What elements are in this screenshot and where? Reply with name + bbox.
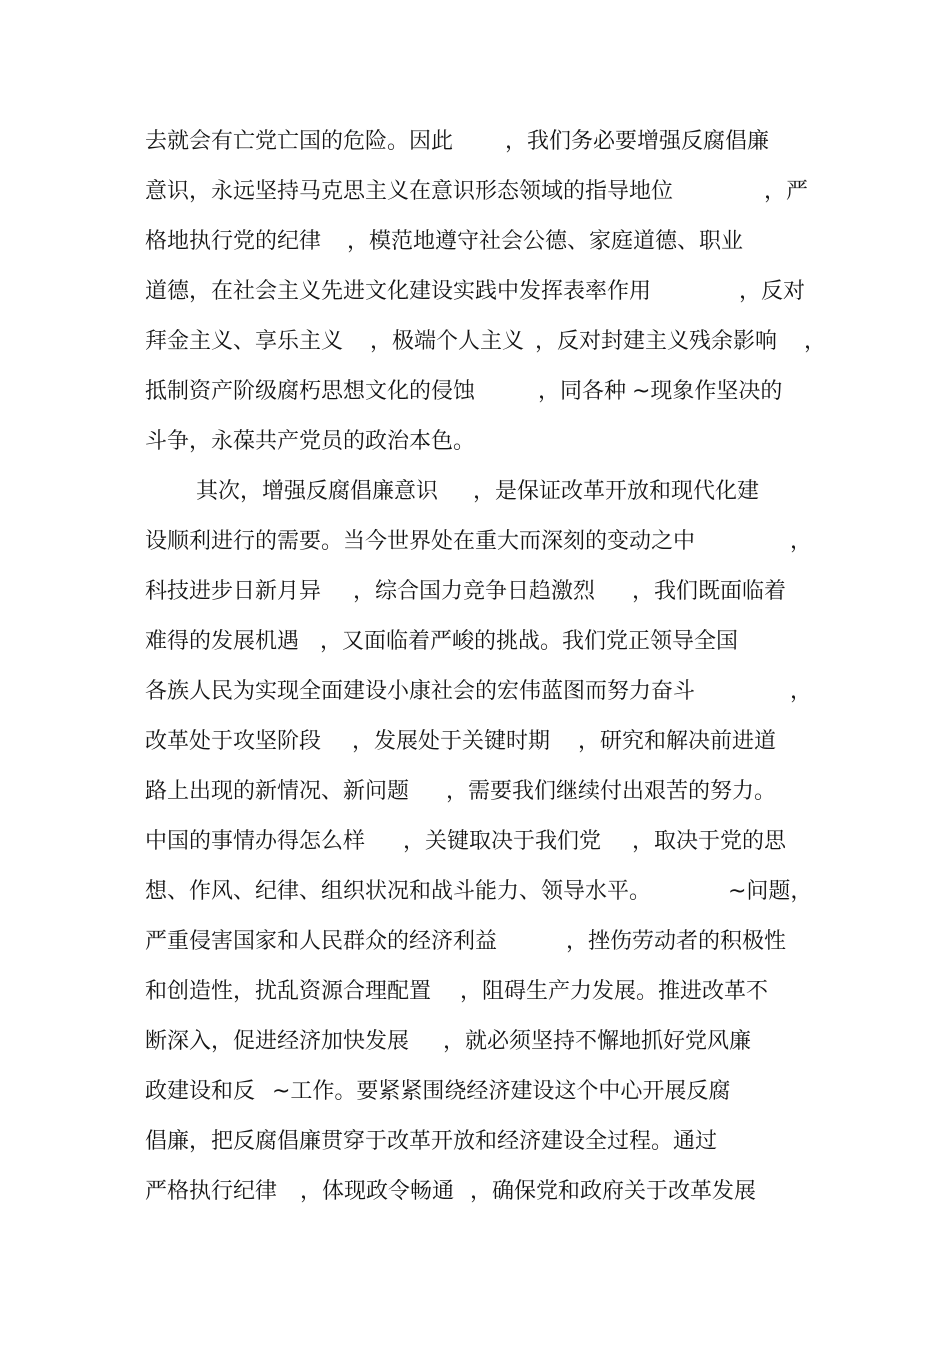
text-segment: 难得的发展机遇	[145, 629, 300, 654]
text-segment: 拜金主义、享乐主义	[145, 329, 344, 354]
text-segment: ，我们务必要增强反腐倡廉	[505, 129, 770, 154]
text-line-13	[0, 717, 950, 767]
text-segment: 改革处于攻坚阶段	[145, 729, 322, 754]
text-line-16	[0, 867, 950, 917]
text-line-21	[0, 1117, 950, 1167]
text-line-2	[0, 167, 950, 217]
text-segment: 各族人民为实现全面建设小康社会的宏伟蓝图而努力奋斗	[145, 679, 696, 704]
text-segment: ，我们既面临着	[632, 579, 787, 604]
text-segment: 格地执行党的纪律	[145, 229, 322, 254]
text-segment: ，同各种	[538, 379, 627, 404]
text-line-12	[0, 667, 950, 717]
text-segment: ，	[790, 679, 813, 704]
text-line-9	[0, 517, 950, 567]
text-line-11	[0, 617, 950, 667]
text-segment: 设顺利进行的需要。当今世界处在重大而深刻的变动之中	[145, 529, 696, 554]
text-segment: ，模范地遵守社会公德、家庭道德、职业	[347, 229, 744, 254]
text-line-17	[0, 917, 950, 967]
text-segment: 去就会有亡党亡国的危险。因此	[145, 129, 454, 154]
text-line-7	[0, 417, 950, 467]
text-segment: ，发展处于关键时期	[352, 729, 551, 754]
body-text	[0, 117, 950, 1217]
text-line-14	[0, 767, 950, 817]
text-segment: 斗争，永葆共产党员的政治本色。	[145, 429, 476, 454]
text-segment: 路上出现的新情况、新问题	[145, 779, 410, 804]
text-segment: ，	[790, 529, 813, 554]
text-segment: 政建设和反	[145, 1079, 256, 1104]
text-line-10	[0, 567, 950, 617]
text-line-15	[0, 817, 950, 867]
text-line-3	[0, 217, 950, 267]
text-segment: 其次，增强反腐倡廉意识	[196, 479, 439, 504]
text-segment: ，综合国力竞争日趋激烈	[353, 579, 596, 604]
text-line-19	[0, 1017, 950, 1067]
text-line-20	[0, 1067, 950, 1117]
text-line-18	[0, 967, 950, 1017]
text-segment: ，关键取决于我们党	[403, 829, 602, 854]
text-segment: ，是保证改革开放和现代化建	[473, 479, 760, 504]
text-segment: ~工作。要紧紧围绕经济建设这个中心开展反腐	[272, 1079, 731, 1104]
text-segment: ，	[804, 329, 827, 354]
text-segment: ，研究和解决前进道	[578, 729, 777, 754]
text-segment: ，体现政令畅通	[300, 1179, 455, 1204]
text-segment: 想、作风、纪律、组织状况和战斗能力、领导水平。	[145, 879, 652, 904]
text-segment: ，极端个人主义	[370, 329, 525, 354]
text-segment: ~现象作坚决的	[632, 379, 783, 404]
text-line-6	[0, 367, 950, 417]
text-segment: ~问题，	[728, 879, 813, 904]
text-segment: ，就必须坚持不懈地抓好党风廉	[443, 1029, 752, 1054]
text-segment: ，又面临着严峻的挑战。我们党正领导全国	[320, 629, 739, 654]
text-segment: 断深入，促进经济加快发展	[145, 1029, 410, 1054]
text-segment: ，挫伤劳动者的积极性	[566, 929, 787, 954]
text-segment: ，严	[764, 179, 809, 204]
text-segment: ，需要我们继续付出艰苦的努力。	[446, 779, 777, 804]
text-segment: 抵制资产阶级腐朽思想文化的侵蚀	[145, 379, 476, 404]
text-line-4	[0, 267, 950, 317]
text-segment: 严格执行纪律	[145, 1179, 278, 1204]
text-segment: 中国的事情办得怎么样	[145, 829, 366, 854]
text-line-5	[0, 317, 950, 367]
text-segment: 和创造性，扰乱资源合理配置	[145, 979, 432, 1004]
text-segment: ，确保党和政府关于改革发展	[470, 1179, 757, 1204]
text-segment: ，取决于党的思	[632, 829, 787, 854]
text-segment: ，阻碍生产力发展。推进改革不	[460, 979, 769, 1004]
text-segment: 道德，在社会主义先进文化建设实践中发挥表率作用	[145, 279, 652, 304]
text-segment: ，反对封建主义残余影响	[535, 329, 778, 354]
text-line-8	[0, 467, 950, 517]
text-segment: 严重侵害国家和人民群众的经济利益	[145, 929, 498, 954]
text-line-1	[0, 117, 950, 167]
text-segment: ，反对	[739, 279, 806, 304]
text-line-22	[0, 1167, 950, 1217]
text-segment: 倡廉，把反腐倡廉贯穿于改革开放和经济建设全过程。通过	[145, 1129, 718, 1154]
text-segment: 科技进步日新月异	[145, 579, 322, 604]
text-segment: 意识，永远坚持马克思主义在意识形态领域的指导地位	[145, 179, 674, 204]
